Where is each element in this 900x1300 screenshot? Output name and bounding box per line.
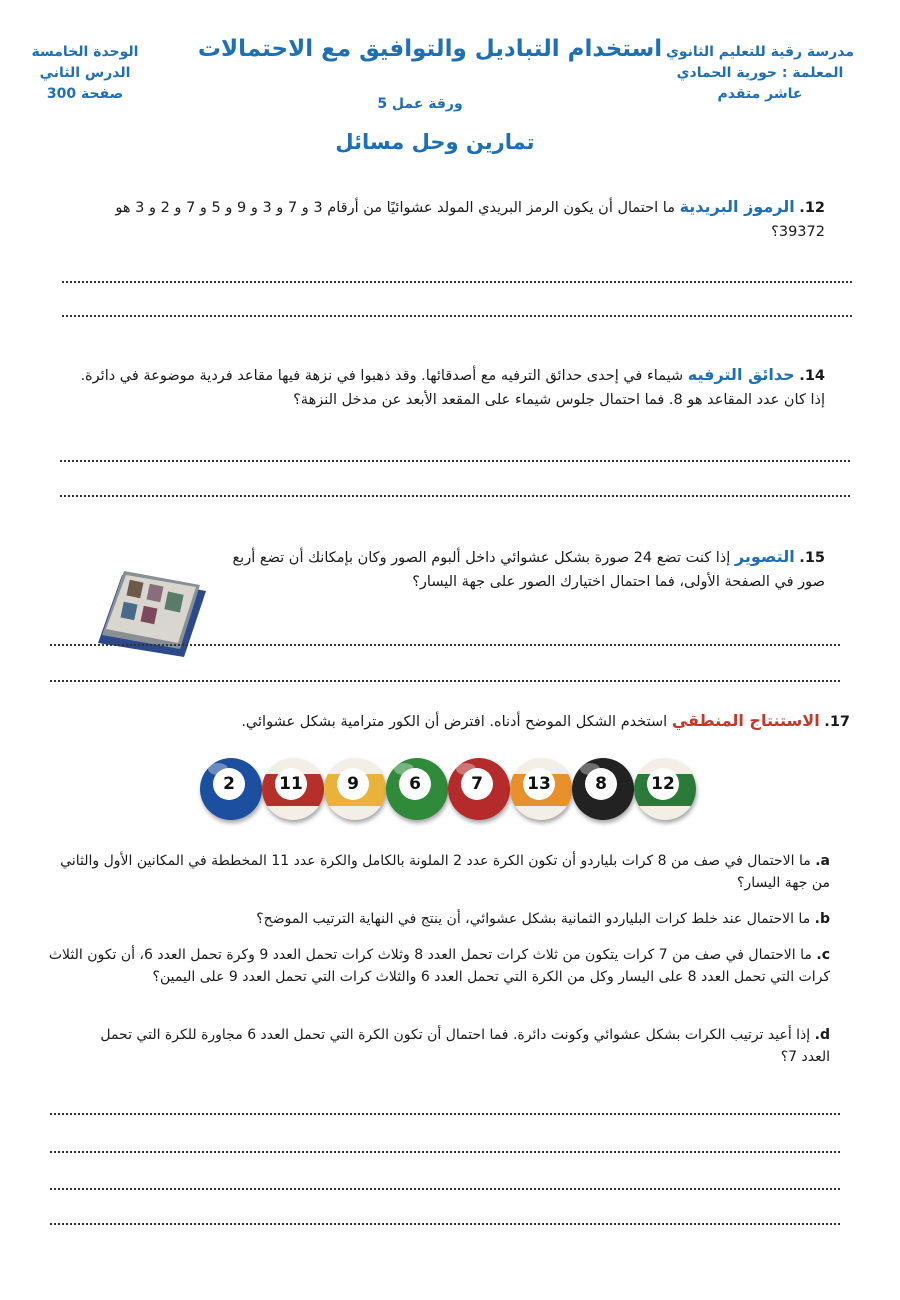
- billiard-ball: [324, 758, 386, 820]
- answer-line[interactable]: [62, 281, 852, 283]
- grade-label: عاشر متقدم: [717, 86, 803, 102]
- part-label: c.: [816, 947, 830, 963]
- unit-info: [20, 42, 150, 105]
- part-text: إذا أعيد ترتيب الكرات بشكل عشوائي وكونت دائرة. فما احتمال أن تكون الكرة التي تحمل العدد 6 مجاورة للكرة التي تحمل العدد 7؟: [100, 1027, 830, 1065]
- ball-number: 13: [523, 768, 555, 800]
- question-number: 12.: [799, 200, 825, 216]
- part-label: d.: [814, 1027, 830, 1043]
- ball-number: 9: [337, 768, 369, 800]
- teacher-name: المعلمة : حورية الحمادي: [676, 65, 844, 81]
- part-label: b.: [814, 911, 830, 927]
- answer-line[interactable]: [50, 1151, 840, 1153]
- question-number: 15.: [799, 550, 825, 566]
- billiard-ball: [200, 758, 262, 820]
- question-15: [205, 545, 825, 594]
- billiard-ball: [572, 758, 634, 820]
- ball-number: 8: [585, 768, 617, 800]
- billiard-ball: [510, 758, 572, 820]
- question-text: إذا كنت تضع 24 صورة بشكل عشوائي داخل ألبوم الصور وكان بإمكانك أن تضع أربع صور في الصفحة الأولى، فما احتمال اختيارك الصور على جهة اليسار؟: [232, 550, 825, 590]
- question-topic: الرموز البريدية: [679, 197, 795, 216]
- page-label: صفحة 300: [46, 86, 124, 102]
- billiard-ball: [634, 758, 696, 820]
- lesson-label: الدرس الثاني: [39, 65, 131, 81]
- ball-number: 2: [213, 768, 245, 800]
- question-text: ما احتمال أن يكون الرمز البريدي المولد عشوائيًا من أرقام 3 و 7 و 3 و 9 و 5 و 7 و 2 و 3 هو 39372؟: [115, 200, 825, 240]
- answer-line[interactable]: [62, 315, 852, 317]
- question-12: [60, 195, 825, 244]
- answer-line[interactable]: [50, 644, 840, 646]
- billiard-ball: [262, 758, 324, 820]
- part-text: ما الاحتمال في صف من 7 كرات يتكون من ثلاث كرات تحمل العدد 8 وثلاث كرات تحمل العدد 9 وكرة تحمل العدد 6، أن تكون الثلاث كرات التي تحمل العدد 8 على اليسار وكل من الكرة التي تحمل العدد 6 والثلاث كرات التي تحمل العدد 9 على اليمين؟: [48, 947, 830, 985]
- page-subtitle: تمارين وحل مسائل: [335, 130, 535, 154]
- ball-number: 12: [647, 768, 679, 800]
- answer-line[interactable]: [50, 1223, 840, 1225]
- part-a: [60, 850, 830, 894]
- answer-line[interactable]: [50, 1113, 840, 1115]
- worksheet-label: ورقة عمل 5: [377, 96, 463, 112]
- question-text: شيماء في إحدى حدائق الترفيه مع أصدقائها. وقد ذهبوا في نزهة فيها مقاعد فردية موضوعة في دائرة. إذا كان عدد المقاعد هو 8. فما احتمال جلوس شيماء على المقعد الأبعد عن مدخل النزهة؟: [80, 368, 825, 408]
- part-c: [40, 944, 830, 988]
- school-info: [660, 42, 860, 105]
- part-text: ما الاحتمال عند خلط كرات البلياردو الثمانية بشكل عشوائي، أن ينتج في النهاية الترتيب الموضح؟: [256, 911, 811, 927]
- answer-line[interactable]: [60, 495, 850, 497]
- question-topic: الاستنتاج المنطقي: [671, 711, 820, 730]
- school-name: مدرسة رقية للتعليم الثانوي: [665, 44, 854, 60]
- ball-number: 6: [399, 768, 431, 800]
- ball-number: 7: [461, 768, 493, 800]
- question-text: استخدم الشكل الموضح أدناه. افترض أن الكور مترامية بشكل عشوائي.: [241, 714, 668, 730]
- part-b: [60, 908, 830, 930]
- question-17: [130, 709, 850, 734]
- question-14: [80, 363, 825, 412]
- part-text: ما الاحتمال في صف من 8 كرات بلياردو أن تكون الكرة عدد 2 الملونة بالكامل والكرة عدد 11 المخططة في المكانين الأول والثاني من جهة اليسار؟: [60, 853, 830, 891]
- ball-number: 11: [275, 768, 307, 800]
- question-number: 17.: [824, 714, 850, 730]
- part-d: [100, 1024, 830, 1068]
- question-number: 14.: [799, 368, 825, 384]
- question-topic: التصوير: [734, 547, 795, 566]
- billiard-ball: [386, 758, 448, 820]
- page-title: استخدام التباديل والتوافيق مع الاحتمالات: [197, 36, 663, 62]
- billiard-balls: [200, 758, 700, 828]
- billiard-ball: [448, 758, 510, 820]
- part-label: a.: [815, 853, 830, 869]
- answer-line[interactable]: [60, 460, 850, 462]
- question-topic: حدائق الترفيه: [687, 365, 795, 384]
- unit-label: الوحدة الخامسة: [31, 44, 139, 60]
- answer-line[interactable]: [50, 680, 840, 682]
- answer-line[interactable]: [50, 1188, 840, 1190]
